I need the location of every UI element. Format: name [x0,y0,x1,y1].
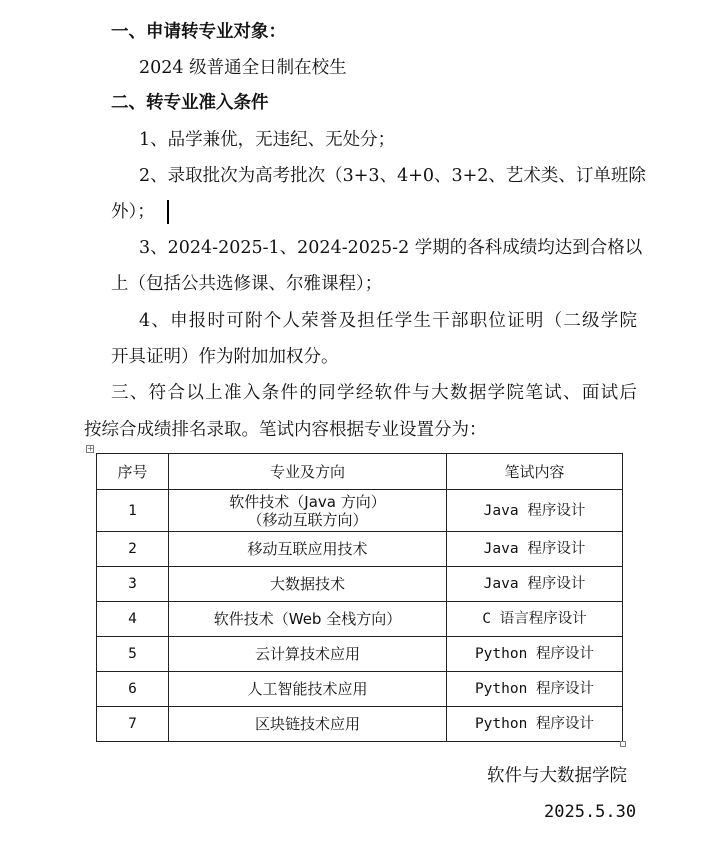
row-major: 区块链技术应用 [169,707,447,742]
section2-heading: 二、转专业准入条件 [111,93,269,113]
row-major: 云计算技术应用 [169,637,447,672]
row-exam: Python 程序设计 [447,672,623,707]
section3-line2: 按综合成绩排名录取。笔试内容根据专业设置分为： [84,420,487,440]
row-major: 人工智能技术应用 [169,672,447,707]
row-no: 6 [97,672,169,707]
section3-line1: 三、符合以上准入条件的同学经软件与大数据学院笔试、面试后 [111,383,637,403]
row-major-line1: 软件技术（Java 方向） [229,492,386,511]
row-major [169,490,447,532]
footer-date: 2025.5.30 [544,802,637,822]
condition-2-line1: 2、录取批次为高考批次（3+3、4+0、3+2、艺术类、订单班除 [139,166,646,186]
header-major: 专业及方向 [169,454,447,490]
table-row [97,707,623,742]
section1-heading: 一、申请转专业对象： [111,22,286,42]
row-no: 5 [97,637,169,672]
table-row [97,532,623,567]
table-header-row [97,454,623,490]
table-row [97,637,623,672]
exam-table [96,453,623,742]
row-exam: Java 程序设计 [447,567,623,602]
condition-2-line2: 外）； [111,202,155,222]
row-no: 7 [97,707,169,742]
condition-3-line2: 上（包括公共选修课、尔雅课程）； [111,274,383,294]
row-exam: Python 程序设计 [447,637,623,672]
table-row [97,602,623,637]
condition-3-line1: 3、2024-2025-1、2024-2025-2 学期的各科成绩均达到合格以 [139,238,643,258]
row-major: 大数据技术 [169,567,447,602]
row-exam: Java 程序设计 [447,490,623,532]
condition-4-line1: 4、申报时可附个人荣誉及担任学生干部职位证明（二级学院 [139,311,637,331]
section1-text: 2024 级普通全日制在校生 [139,58,347,78]
row-no: 3 [97,567,169,602]
row-no: 1 [97,490,169,532]
table-resize-handle[interactable] [620,741,626,747]
table-row [97,672,623,707]
condition-4-line2: 开具证明）作为附加加权分。 [111,347,339,367]
row-exam: Python 程序设计 [447,707,623,742]
row-major: 软件技术（Web 全栈方向） [169,602,447,637]
row-no: 2 [97,532,169,567]
header-no: 序号 [97,454,169,490]
condition-1: 1、品学兼优，无违纪、无处分； [139,130,396,150]
text-cursor [167,200,169,224]
table-row [97,490,623,532]
row-exam: C 语言程序设计 [447,602,623,637]
footer-org: 软件与大数据学院 [487,766,627,786]
table-row [97,567,623,602]
table-move-handle-icon[interactable]: + [87,444,94,453]
row-no: 4 [97,602,169,637]
row-major-line2: （移动互联方向） [247,510,368,529]
row-major: 移动互联应用技术 [169,532,447,567]
header-exam: 笔试内容 [447,454,623,490]
row-exam: Java 程序设计 [447,532,623,567]
